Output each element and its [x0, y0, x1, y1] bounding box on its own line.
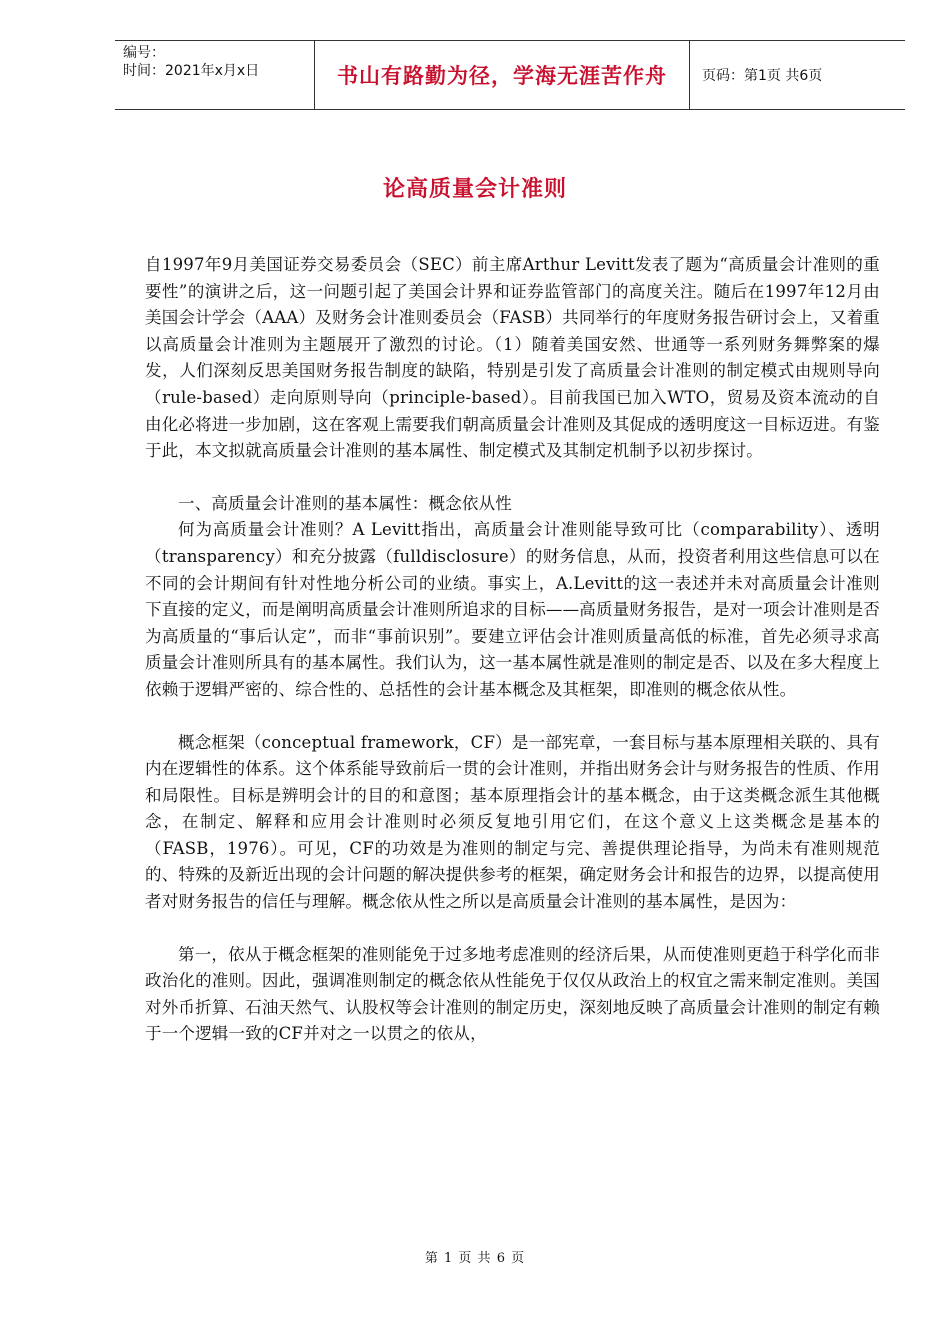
paragraph-first-reason: 第一，依从于概念框架的准则能免于过多地考虑准则的经济后果，从而使准则更趋于科学化而非政治化的准则。因此，强调准则制定的概念依从性能免于仅仅从政治上的权宜之需来制定准则。美国对外币折算、石油天然气、认股权等会计准则的制定历史，深刻地反映了高质量会计准则的制定有赖于一个逻辑一致的CF并对之一以贯之的依从，: [145, 944, 880, 1044]
paragraph-definition: 何为高质量会计准则？A Levitt指出，高质量会计准则能导致可比（comparability）、透明（transparency）和充分披露（fulldisclosure）的财务信息，从而，投资者利用这些信息可以在不同的会计期间有针对性地分析公司的业绩。事实上，A.Levitt的这一表述并未对高质量会计准则下直接的定义，而是阐明高质量会计准则所追求的目标——高质量财务报告，是对一项会计准则是否为高质量的“事后认定”，而非“事前识别”。要建立评估会计准则质量高低的标准，首先必须寻求高质量会计准则所具有的基本属性。我们认为，这一基本属性就是准则的制定是否、以及在多大程度上依赖于逻辑严密的、综合性的、总括性的会计基本概念及其框架，即准则的概念依从性。: [145, 520, 880, 699]
header-meta-cell: [115, 41, 315, 109]
section-heading-1: 一、高质量会计准则的基本属性：概念依从性: [178, 493, 512, 513]
header-table: [115, 40, 905, 110]
paragraph-intro: 自1997年9月美国证券交易委员会（SEC）前主席Arthur Levitt发表了题为“高质量会计准则的重要性”的演讲之后，这一问题引起了美国会计界和证券监管部门的高度关注。随后在1997年12月由美国会计学会（AAA）及财务会计准则委员会（FASB）共同举行的年度财务报告研讨会上，又着重以高质量会计准则为主题展开了激烈的讨论。（1）随着美国安然、世通等一系列财务舞弊案的爆发，人们深刻反思美国财务报告制度的缺陷，特别是引发了高质量会计准则的制定模式由规则导向（rule-based）走向原则导向（principle-based）。目前我国已加入WTO，贸易及资本流动的自由化必将进一步加剧，这在客观上需要我们朝高质量会计准则及其促成的透明度这一目标迈进。有鉴于此，本文拟就高质量会计准则的基本属性、制定模式及其制定机制予以初步探讨。: [145, 255, 880, 461]
page-footer: 第 1 页 共 6 页: [424, 1251, 526, 1266]
paragraph-conceptual-framework: 概念框架（conceptual framework，CF）是一部宪章，一套目标与基本原理相关联的、具有内在逻辑性的体系。这个体系能导致前后一贯的会计准则，并指出财务会计与财务报告的性质、作用和局限性。目标是辨明会计的目的和意图；基本原理指会计的基本概念，由于这类概念派生其他概念，在制定、解释和应用会计准则时必须反复地引用它们，在这个意义上这类概念是基本的（FASB，1976）。可见，CF的功效是为准则的制定与完、善提供理论指导，为尚未有准则规范的、特殊的及新近出现的会计问题的解决提供参考的框架，确定财务会计和报告的边界，以提高使用者对财务报告的信任与理解。概念依从性之所以是高质量会计准则的基本属性，是因为：: [145, 732, 880, 912]
document-title: 论高质量会计准则: [382, 177, 567, 202]
document-body: [145, 252, 880, 1048]
header-page-number: 页码：第1页 共6页: [702, 68, 823, 84]
header-motto: 书山有路勤为径，学海无涯苦作舟: [315, 41, 690, 109]
time-label: 时间：2021年x月x日: [123, 63, 260, 79]
serial-number-label: 编号：: [123, 45, 165, 61]
